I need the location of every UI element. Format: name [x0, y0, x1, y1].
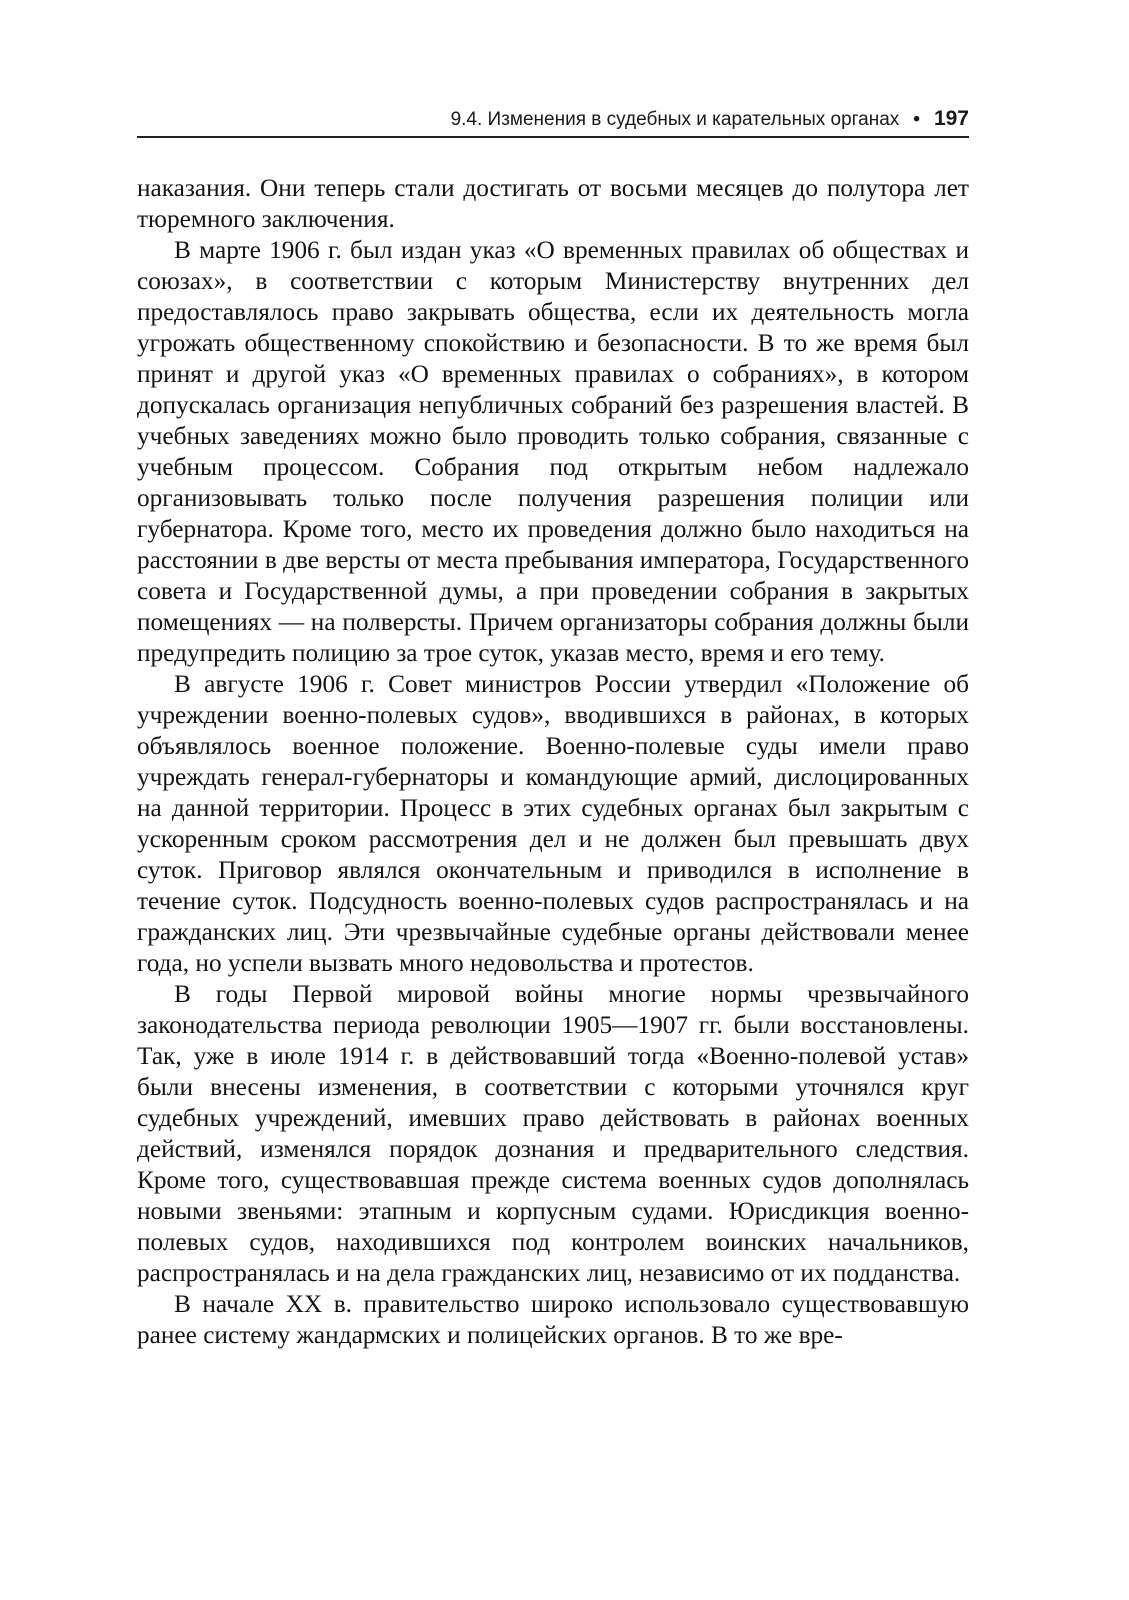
paragraph: В начале XX в. правительство широко использовало существовавшую ранее систему жандармских и полицейских органов. В то же вре-	[137, 1290, 969, 1349]
paragraph: В годы Первой мировой войны многие нормы чрезвычайного законодательства периода революции 1905—1907 гг. были восстановлены. Так, уже в июле 1914 г. в действовавший тогда «Военно-полевой устав» были внесены изменения, в соответствии с которыми уточнялся круг судебных учреждений, имевших право действовать в районах военных действий, изменялся порядок дознания и предварительного следствия. Кроме того, существовавшая прежде система военных судов дополнялась новыми звеньями: этапным и корпусным судами. Юрисдикция военно-полевых судов, находившихся под контролем воинских начальников, распространялась и на дела гражданских лиц, независимо от их подданства.	[137, 980, 969, 1287]
header-separator: •	[913, 109, 920, 130]
page-number: 197	[933, 107, 969, 130]
paragraph-continued: наказания. Они теперь стали достигать от восьми месяцев до полутора лет тюремного заключения.	[137, 174, 969, 233]
running-header	[137, 104, 969, 138]
body-text	[137, 173, 969, 1351]
section-title: 9.4. Изменения в судебных и карательных органах	[450, 109, 900, 130]
paragraph: В августе 1906 г. Совет министров России утвердил «Положение об учреждении военно-полевых судов», вводившихся в районах, в которых объявлялось военное положение. Военно-полевые суды имели право учреждать генерал-губернаторы и командующие армий, дислоцированных на данной территории. Процесс в этих судебных органах был закрытым с ускоренным сроком рассмотрения дел и не должен был превышать двух суток. Приговор являлся окончательным и приводился в исполнение в течение суток. Подсудность военно-полевых судов распространялась и на гражданских лиц. Эти чрезвычайные судебные органы действовали менее года, но успели вызвать много недовольства и протестов.	[137, 670, 969, 977]
paragraph: В марте 1906 г. был издан указ «О временных правилах об обществах и союзах», в соответствии с которым Министерству внутренних дел предоставлялось право закрывать общества, если их деятельность могла угрожать общественному спокойствию и безопасности. В то же время был принят и другой указ «О временных правилах о собраниях», в котором допускалась организация непубличных собраний без разрешения властей. В учебных заведениях можно было проводить только собрания, связанные с учебным процессом. Собрания под открытым небом надлежало организовывать только после получения разрешения полиции или губернатора. Кроме того, место их проведения должно было находиться на расстоянии в две версты от места пребывания императора, Государственного совета и Государственной думы, а при проведении собрания в закрытых помещениях — на полверсты. Причем организаторы собрания должны были предупредить полицию за трое суток, указав место, время и его тему.	[137, 236, 969, 667]
